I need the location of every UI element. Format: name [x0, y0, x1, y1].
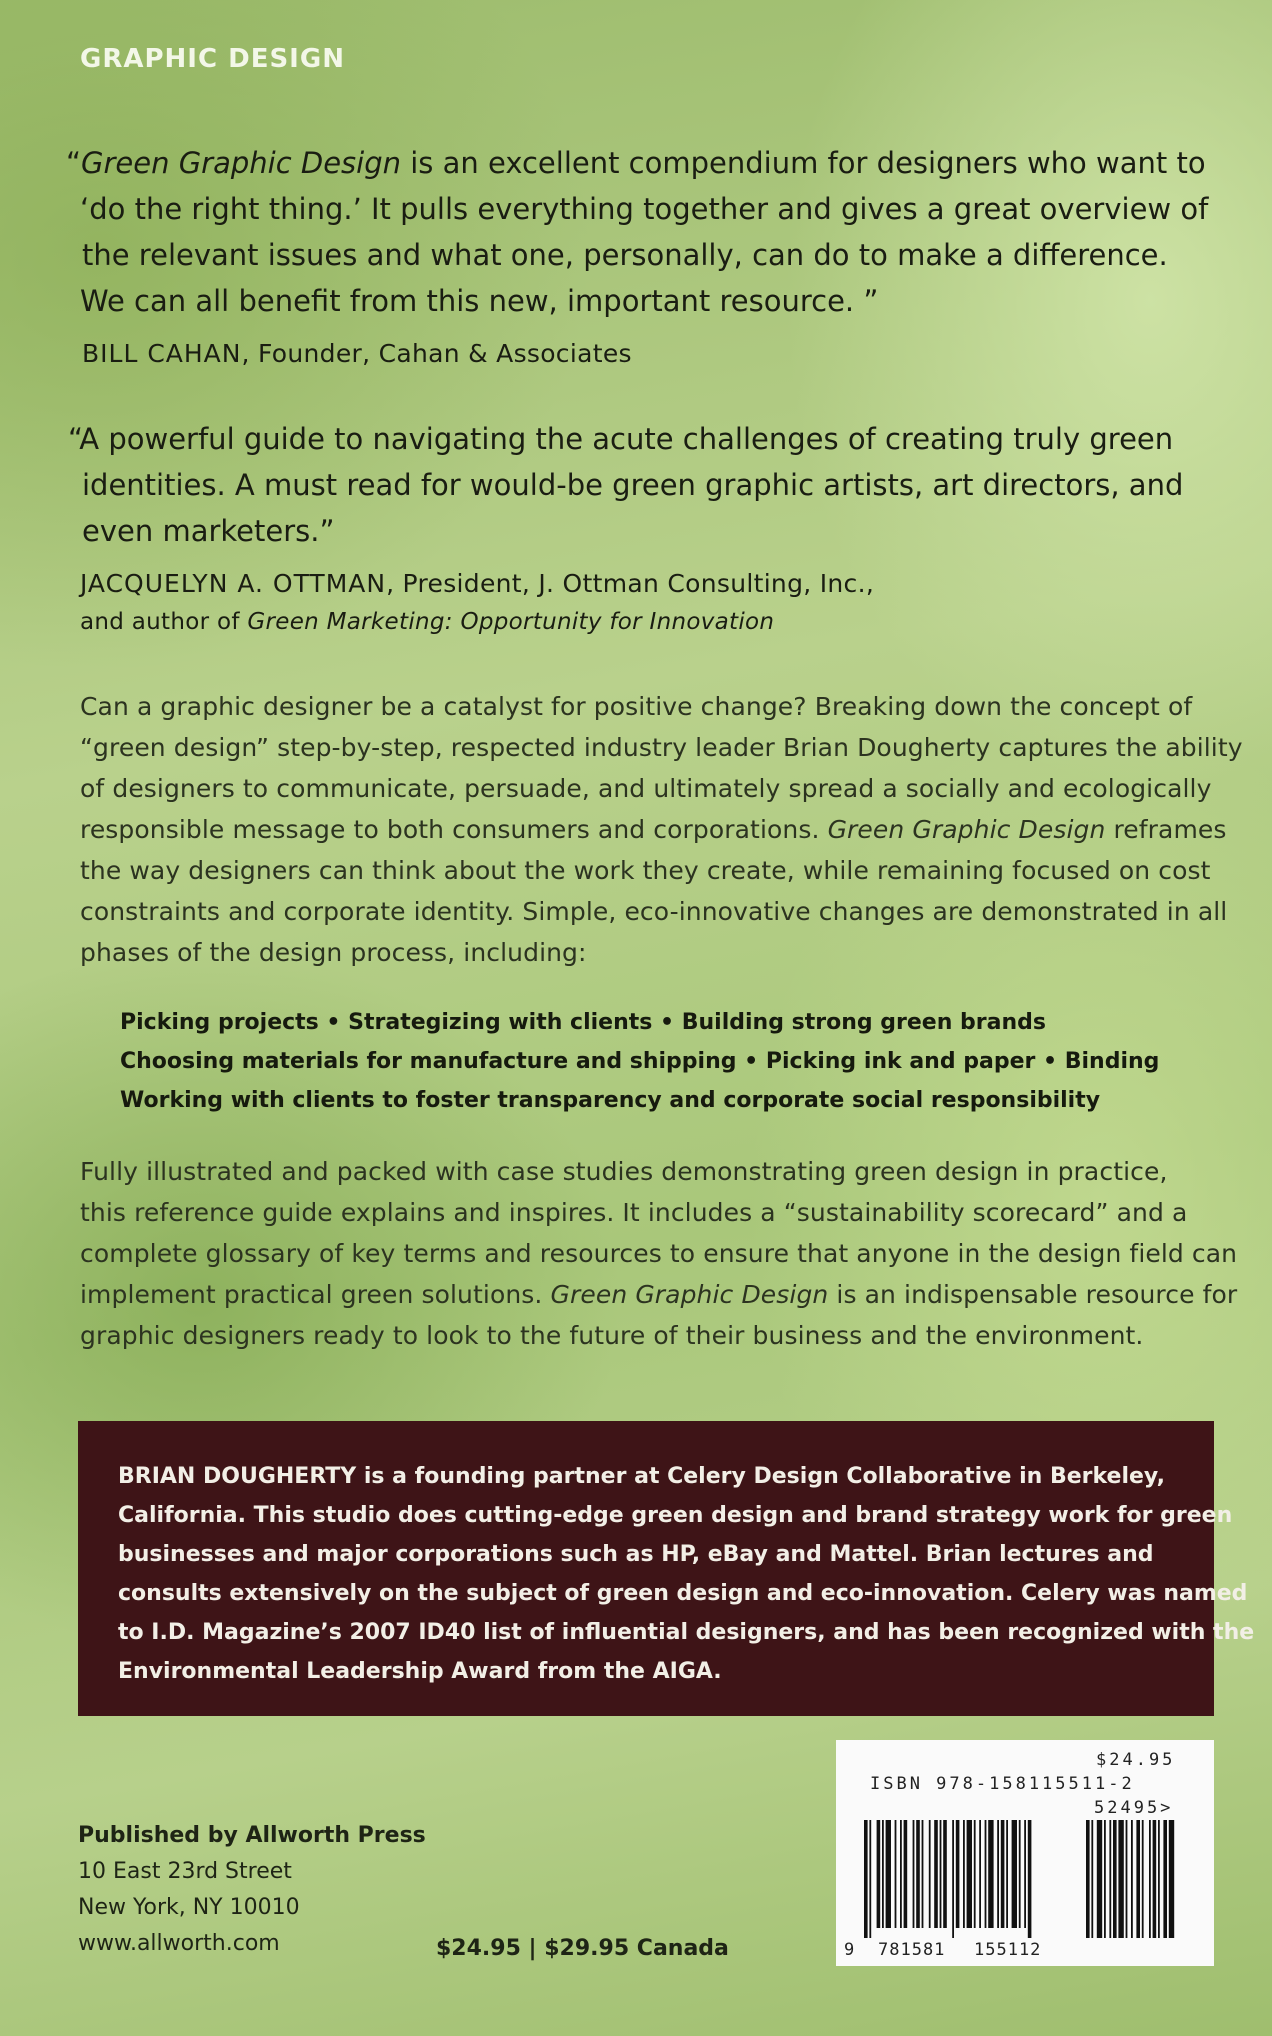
barcode-addon-bar — [1131, 1820, 1133, 1938]
attribution-role: , Founder, Cahan & Associates — [241, 339, 632, 368]
barcode-bar — [1001, 1820, 1005, 1928]
quote-line: ‘do the right thing.’ It pulls everything together and gives a great overview of — [80, 192, 1209, 226]
barcode-bar — [979, 1820, 981, 1928]
barcode-box — [836, 1740, 1214, 1966]
barcode-bar — [916, 1820, 920, 1928]
barcode-bar — [913, 1820, 915, 1928]
author-bio: BRIAN DOUGHERTY is a founding partner at Celery Design Collaborative in Berkeley, California. This studio does cutting-edge green design and brand strategy work for green businesses and major corporations such as HP, eBay and Mattel. Brian lectures and consults extensively on the subject of green design and eco-innovation. Celery was named to I.D. Magazine’s 2007 ID40 list of influential designers, and has been recognized with the Environmental Leadership Award from the AIGA. — [118, 1464, 1255, 1684]
barcode-bar — [997, 1820, 999, 1928]
barcode-bar — [900, 1820, 902, 1928]
barcode-addon-bar — [1091, 1820, 1093, 1938]
barcode-addon-bar — [1086, 1820, 1090, 1938]
barcode-addon-bar — [1169, 1820, 1174, 1938]
barcode-bar — [886, 1820, 891, 1928]
barcode-bar — [963, 1820, 965, 1928]
barcode-bar — [940, 1820, 942, 1928]
publisher-url: www.allworth.com — [78, 1931, 280, 1956]
publisher-info — [78, 1818, 426, 1962]
barcode-bar — [929, 1820, 931, 1928]
author-bio-box — [78, 1421, 1255, 1716]
barcode-bar — [1019, 1820, 1021, 1928]
publisher-street: 10 East 23rd Street — [78, 1859, 292, 1884]
barcode-bar — [1006, 1820, 1008, 1928]
topics-line: Choosing materials for manufacture and shipping • Picking ink and paper • Binding — [120, 1049, 1160, 1074]
barcode-addon-bar — [1118, 1820, 1123, 1938]
attribution-name: JACQUELYN A. OTTMAN — [80, 569, 387, 598]
attribution-role: , President, J. Ottman Consulting, Inc., — [386, 569, 875, 598]
quote-line: “A powerful guide to navigating the acute challenges of creating truly green — [68, 422, 1174, 456]
barcode-addon-bar — [1149, 1820, 1151, 1938]
price-line: $24.95 | $29.95 Canada — [436, 1936, 729, 1961]
barcode-isbn: ISBN 978-158115511-2 — [870, 1774, 1135, 1794]
barcode-bar — [904, 1820, 908, 1928]
barcode-bar — [1012, 1820, 1017, 1928]
barcode-addon-digits: 52495> — [1094, 1798, 1174, 1818]
barcode-addon-bar — [1113, 1820, 1117, 1938]
barcode-lead-digit: 9 — [844, 1940, 855, 1960]
barcode-price: $24.95 — [1096, 1750, 1176, 1770]
topics-list — [120, 1003, 1159, 1120]
series-label: GRAPHIC DESIGN — [80, 44, 345, 74]
barcode-digits-right: 155112 — [974, 1940, 1042, 1960]
barcode-addon-bar — [1142, 1820, 1144, 1938]
quote-attribution — [82, 335, 632, 373]
barcode-addon-bar — [1153, 1820, 1157, 1938]
topics-line: Picking projects • Strategizing with clients • Building strong green brands — [120, 1010, 1046, 1035]
publisher-name: Published by Allworth Press — [78, 1823, 426, 1848]
barcode-bar — [864, 1820, 868, 1938]
quote-line: even marketers.” — [82, 514, 335, 548]
barcode-bar — [877, 1820, 881, 1928]
publisher-city: New York, NY 10010 — [78, 1895, 300, 1920]
barcode-bar — [952, 1820, 954, 1938]
barcode-bar — [985, 1820, 987, 1928]
barcode-digits-left: 781581 — [878, 1940, 946, 1960]
barcode-bar — [895, 1820, 897, 1928]
barcode-bar — [922, 1820, 924, 1928]
barcode-addon-bar — [1163, 1820, 1167, 1938]
barcode-bar — [934, 1820, 938, 1928]
quote-line: “Green Graphic Design is an excellent compendium for designers who want to — [66, 146, 1206, 180]
barcode-bar — [1028, 1820, 1032, 1938]
barcode-bar — [967, 1820, 972, 1928]
barcode-bar — [974, 1820, 976, 1928]
barcode-addon-bar — [1136, 1820, 1140, 1938]
description-paragraph-2: Fully illustrated and packed with case studies demonstrating green design in practice, this reference guide explains and inspires. It includes a “sustainability scorecard” and a complete glossary of key terms and resources to ensure that anyone in the design field can implement practical green solutions. Green Graphic Design is an indispensable resource for graphic designers ready to look to the future of their business and the environment. — [80, 1157, 1238, 1350]
quote-line: We can all benefit from this new, important resource. ” — [80, 284, 879, 318]
quote-jacquelyn-ottman — [68, 416, 1183, 554]
barcode-bar — [956, 1820, 960, 1928]
quote-bill-cahan — [66, 140, 1208, 324]
barcode-addon-bar — [1104, 1820, 1106, 1938]
barcode-bar — [943, 1820, 947, 1928]
barcode-addon-bar — [1109, 1820, 1111, 1938]
author-name: BRIAN DOUGHERTY — [118, 1464, 357, 1489]
quote-attribution: JACQUELYN A. OTTMAN, President, J. Ottman Consulting, Inc., and author of Green Marketing: Opportunity for Innovation — [80, 569, 875, 635]
barcode-image — [864, 1820, 1200, 1938]
quote-line: identities. A must read for would-be green graphic artists, art directors, and — [82, 468, 1184, 502]
barcode-addon-bar — [1158, 1820, 1160, 1938]
attribution-name: BILL CAHAN — [82, 339, 242, 368]
description-paragraph-1: Can a graphic designer be a catalyst for positive change? Breaking down the concept of “green design” step-by-step, respected industry leader Brian Dougherty captures the ability of designers to communicate, persuade, and ultimately spread a socially and ecologically responsible message to both consumers and corporations. Green Graphic Design reframes the way designers can think about the work they create, while remaining focused on cost constraints and corporate identity. Simple, eco-innovative changes are demonstrated in all phases of the design process, including: — [80, 692, 1243, 967]
barcode-bar — [1024, 1820, 1026, 1928]
quote-line: the relevant issues and what one, personally, can do to make a difference. — [82, 238, 1168, 272]
barcode-bar — [882, 1820, 884, 1928]
barcode-bar — [869, 1820, 871, 1938]
barcode-bar — [988, 1820, 993, 1928]
topics-line: Working with clients to foster transparency and corporate social responsibility — [120, 1088, 1101, 1113]
barcode-addon-bar — [1126, 1820, 1128, 1938]
barcode-addon-bar — [1097, 1820, 1102, 1938]
